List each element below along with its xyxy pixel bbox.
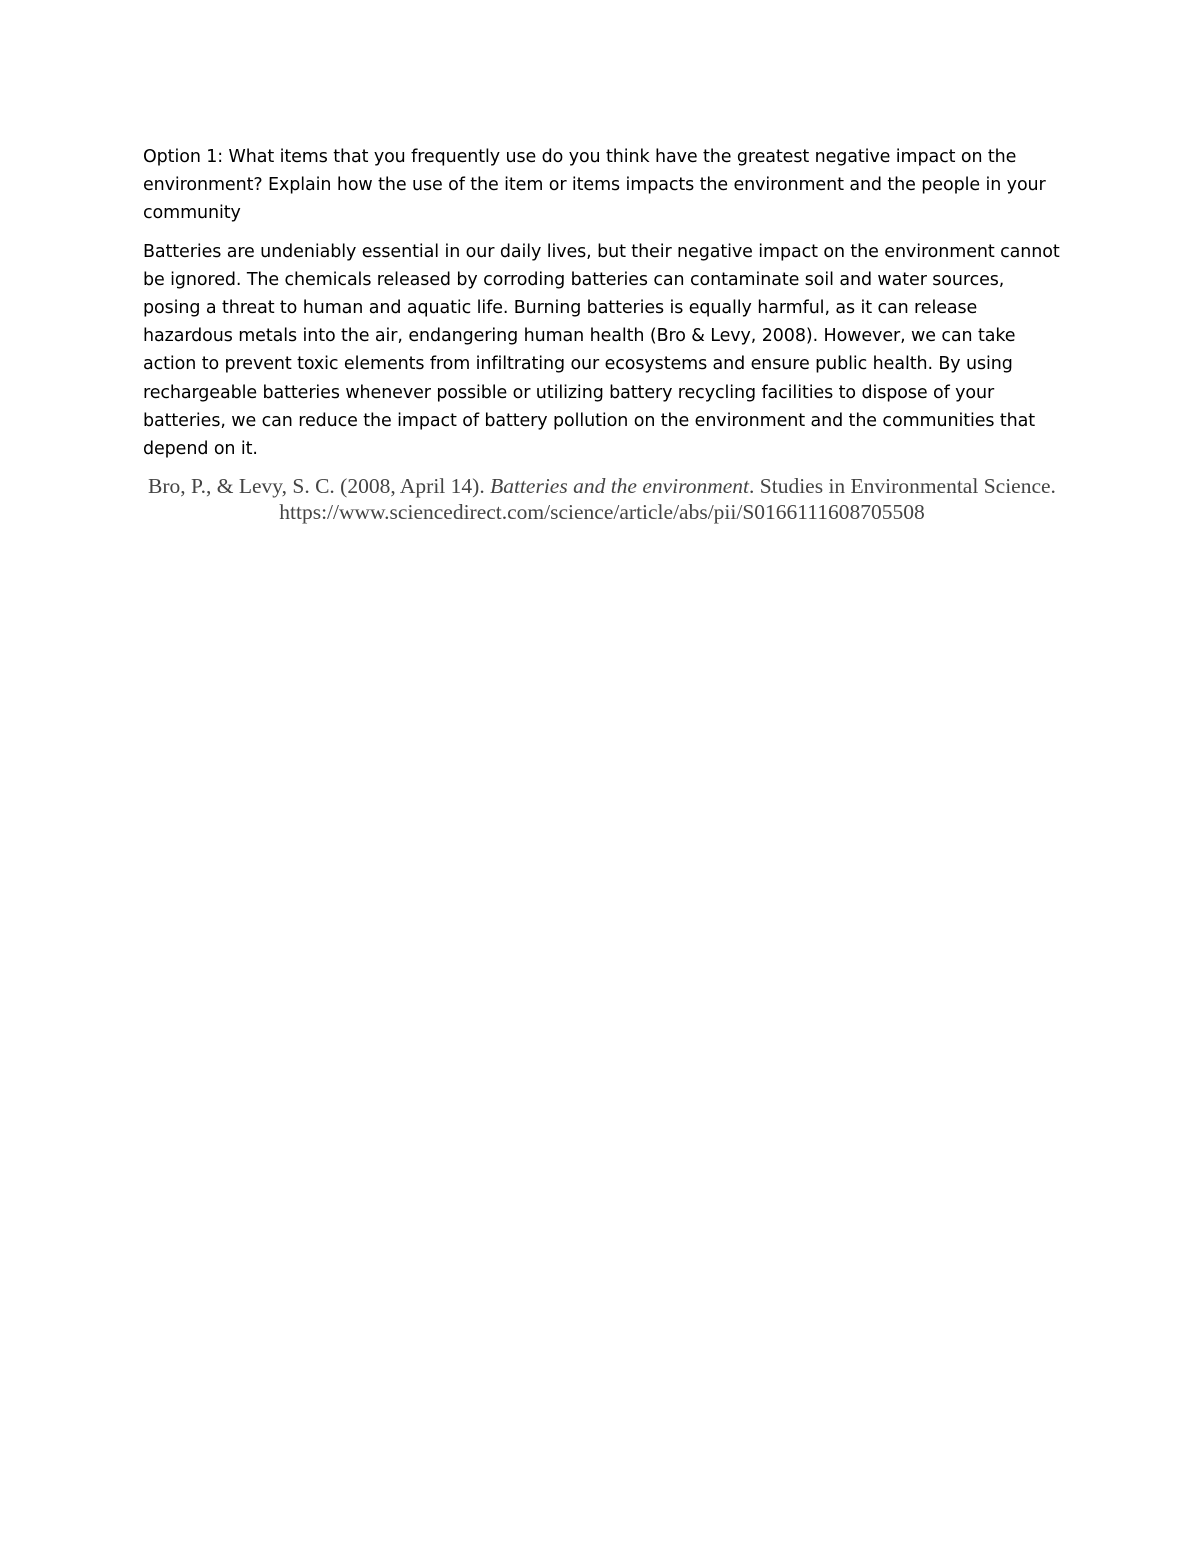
document-body [143, 143, 1061, 525]
reference-citation [143, 473, 1061, 525]
reference-title: Batteries and the environment [490, 474, 750, 499]
reference-source: . Studies in Environmental Science. https://www.sciencedirect.com/science/article/abs/pii/S0166111608705508 [279, 474, 1056, 525]
assignment-prompt: Option 1: What items that you frequently use do you think have the greatest negative impact on the environment? Explain how the use of the item or items impacts the environment and the people in your community [143, 147, 1046, 224]
reference-authors-date: Bro, P., & Levy, S. C. (2008, April 14). [148, 474, 491, 499]
response-paragraph: Batteries are undeniably essential in our daily lives, but their negative impact on the environment cannot be ignored. The chemicals released by corroding batteries can contaminate soil and water sources, posing a threat to human and aquatic life. Burning batteries is equally harmful, as it can release hazardous metals into the air, endangering human health (Bro & Levy, 2008). However, we can take action to prevent toxic elements from infiltrating our ecosystems and ensure public health. By using rechargeable batteries whenever possible or utilizing battery recycling facilities to dispose of your batteries, we can reduce the impact of battery pollution on the environment and the communities that depend on it. [143, 241, 1060, 460]
